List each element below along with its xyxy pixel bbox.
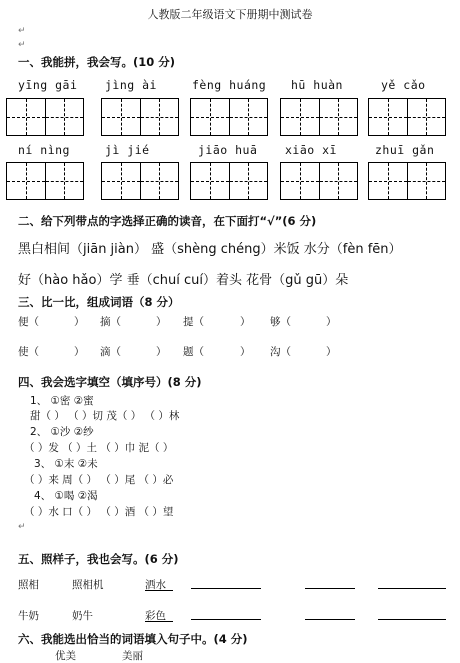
section-1-heading: 一、我能拼，我会写。(10 分) — [18, 55, 176, 69]
word-char: 使（ — [18, 346, 39, 358]
writing-grid[interactable] — [280, 98, 358, 136]
answer-blank[interactable] — [191, 588, 261, 589]
pinyin: ní nìng — [18, 143, 70, 157]
writing-grid[interactable] — [101, 162, 179, 200]
writing-grid[interactable] — [6, 162, 84, 200]
pinyin: jiāo huā — [198, 143, 258, 157]
word-blank-close[interactable]: ） — [326, 346, 337, 358]
word-blank-close[interactable]: ） — [240, 316, 251, 328]
fill-line[interactable]: （ ）水 口（ ） （ ）酒 （ ）望 — [24, 506, 174, 518]
word-char: 沟（ — [270, 346, 291, 358]
answer-blank[interactable] — [191, 619, 261, 620]
word-blank-close[interactable]: ） — [326, 316, 337, 328]
answer-blank[interactable] — [378, 619, 446, 620]
writing-grid[interactable] — [280, 162, 358, 200]
pinyin: jì jié — [105, 143, 150, 157]
choice-line: 4、 ①喝 ②渴 — [34, 490, 98, 502]
word-char: 题（ — [183, 346, 204, 358]
word-char: 摘（ — [100, 316, 121, 328]
pinyin: fèng huáng — [192, 78, 267, 92]
section-2-heading: 二、给下列带点的字选择正确的读音，在下面打“√”(6 分) — [18, 214, 317, 228]
writing-grid[interactable] — [368, 162, 446, 200]
example-word: 彩色 — [145, 610, 166, 622]
section-3-heading: 三、比一比，组成词语（8 分） — [18, 295, 180, 309]
example-word: 照相 — [18, 579, 39, 591]
fill-line[interactable]: （ ）发 （ ）土 （ ）巾 泥（ ） — [24, 442, 174, 454]
writing-grid[interactable] — [368, 98, 446, 136]
pinyin: yě cǎo — [381, 78, 426, 92]
word-blank-close[interactable]: ） — [156, 316, 167, 328]
word-char: 便（ — [18, 316, 39, 328]
answer-blank[interactable] — [305, 619, 355, 620]
return-mark: ↵ — [18, 26, 26, 36]
word-blank-close[interactable]: ） — [156, 346, 167, 358]
word-blank-close[interactable]: ） — [74, 346, 85, 358]
writing-grid[interactable] — [6, 98, 84, 136]
choice-line: 1、 ①密 ②蜜 — [30, 395, 94, 407]
example-underline — [145, 621, 173, 622]
reading-choice-line[interactable]: 好（hào hǎo）学 垂（chuí cuí）着头 花骨（gǔ gū）朵 — [18, 273, 349, 288]
example-word: 牛奶 — [18, 610, 39, 622]
word-blank-close[interactable]: ） — [74, 316, 85, 328]
word-option: 美丽 — [122, 650, 143, 662]
section-5-heading: 五、照样子，我也会写。(6 分) — [18, 552, 179, 566]
pinyin: yīng gāi — [18, 78, 78, 92]
return-mark: ↵ — [18, 40, 26, 50]
pinyin: xiāo xī — [285, 143, 337, 157]
pinyin: hū huàn — [291, 78, 343, 92]
writing-grid[interactable] — [190, 98, 268, 136]
return-mark: ↵ — [18, 522, 26, 532]
example-word: 照相机 — [72, 579, 104, 591]
section-6-heading: 六、我能选出恰当的词语填入句子中。(4 分) — [18, 632, 248, 646]
answer-blank[interactable] — [378, 588, 446, 589]
writing-grid[interactable] — [101, 98, 179, 136]
pinyin: jìng ài — [105, 78, 157, 92]
example-underline — [145, 590, 173, 591]
page-title: 人教版二年级语文下册期中测试卷 — [147, 8, 313, 21]
word-char: 提（ — [183, 316, 204, 328]
reading-choice-line[interactable]: 黑白相间（jiān jiàn） 盛（shèng chéng）米饭 水分（fèn fēn） — [18, 242, 402, 257]
example-word: 洒水 — [145, 579, 166, 591]
choice-line: 2、 ①沙 ②纱 — [30, 426, 94, 438]
fill-line[interactable]: （ ）来 周（ ） （ ）尾 （ ）必 — [24, 474, 174, 486]
word-option: 优美 — [55, 650, 76, 662]
word-char: 够（ — [270, 316, 291, 328]
writing-grid[interactable] — [190, 162, 268, 200]
word-blank-close[interactable]: ） — [240, 346, 251, 358]
answer-blank[interactable] — [305, 588, 355, 589]
choice-line: 3、 ①末 ②未 — [34, 458, 98, 470]
example-word: 奶牛 — [72, 610, 93, 622]
fill-line[interactable]: 甜（ ） （ ）切 茂（ ） （ ）林 — [30, 410, 180, 422]
pinyin: zhuī gǎn — [375, 143, 435, 157]
word-char: 滴（ — [100, 346, 121, 358]
section-4-heading: 四、我会选字填空（填序号）(8 分) — [18, 375, 202, 389]
